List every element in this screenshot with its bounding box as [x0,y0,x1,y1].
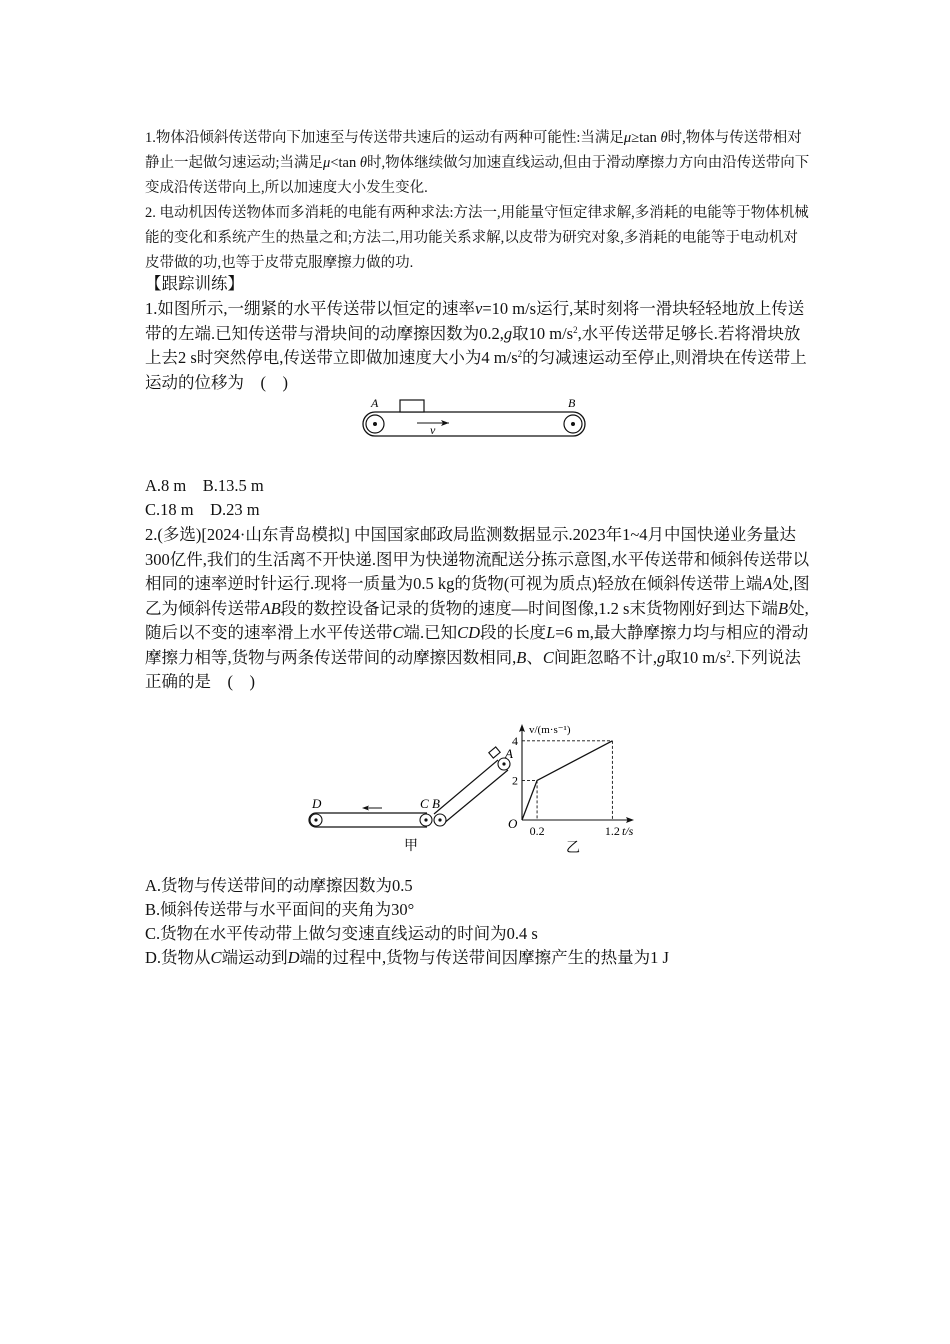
q1-text: ,水平传送带足够长.若将滑块放上去2 s时突然停电,传送带立即做加速度大小为4 m/s [145,323,801,367]
q2-var: A [762,574,773,593]
q2-var: B [777,598,789,618]
q2-option-B: B.倾斜传送带与水平面间的夹角为30° [145,900,415,919]
slider-block [400,400,424,412]
q1-options-row-2: C.18 m D.23 m [145,500,260,519]
vt-chart [508,724,634,856]
q1-superscript: 2 [573,324,578,335]
q2-text: 段的数控设备记录的货物的速度—时间图像,1.2 s末货物刚好到达下端 [280,598,778,618]
optD-var: C [210,948,222,967]
q2-superscript: 2 [726,648,731,659]
x-axis-label: t/s [622,824,634,838]
q2-var: CD [457,623,481,642]
q2-text: 取10 m/s [665,647,727,667]
q2-text: 端.已知 [403,623,458,642]
q2-var: C [542,647,554,667]
note1-text: <tan [330,155,360,171]
label-D: D [312,796,322,811]
note1-text: 1.物体沿倾斜传送带向下加速至与传送带共速后的运动有两种可能性:当满足 [145,130,624,146]
optD-var: D [287,948,300,967]
q2-text: 间距忽略不计, [553,647,657,667]
mu-symbol: μ [323,155,331,171]
y-tick-label: 4 [512,733,518,748]
theta-symbol: θ [359,155,367,171]
optD-text: 端的过程中,货物与传送带间因摩擦产生的热量为1 J [299,948,669,967]
question-2-stem [145,523,810,695]
label-A: A [505,746,513,761]
y-axis-label: v/(m·s⁻¹) [529,724,571,736]
x-tick-label: 1.2 [604,824,620,838]
note1-text: ≥tan [631,130,661,146]
figure-2 [300,718,650,863]
pulley-A-axle [502,762,505,765]
label-B: B [432,796,440,811]
label-B: B [568,396,576,410]
q2-var: AB [260,598,281,618]
q2-var: B [516,647,527,667]
q2-var: C [392,623,404,642]
q1-text: 的匀减速运动至停止,则滑块在传送带上运动的位移为 ( ) [145,348,807,392]
q2-text: .下列说法正确的是 ( ) [145,647,801,691]
q1-text: 取10 m/s [512,323,574,343]
left-pulley-axle [373,422,377,426]
incline-belt-bottom [443,770,508,824]
origin-label: O [508,816,518,831]
caption-yi: 乙 [566,841,580,856]
q2-text: 处,随后以不变的速率滑上水平传送带 [145,598,809,642]
q1-var-g: g [503,323,513,343]
optD-text: 端运动到 [221,948,288,967]
q2-option-A: A.货物与传送带间的动摩擦因数为0.5 [145,876,413,895]
q2-option-C: C.货物在水平传动带上做匀变速直线运动的时间为0.4 s [145,924,538,943]
x-tick-label: 0.2 [529,824,545,838]
q2-var: L [546,623,556,642]
q2-text: 2.(多选)[2024·山东青岛模拟] 中国国家邮政局监测数据显示.2023年1~4月中国快递业务量达300亿件,我们的生活离不开快递.图甲为快递物流配送分拣示意图,水平传送带和倾斜传送带以相同的速率逆时针运行.现将一质量为0.5 kg的货物(可视为质点)轻放在倾斜传送带上端 [145,525,810,593]
q1-options-row-1: A.8 m B.13.5 m [145,476,264,495]
figure-jia [309,746,513,854]
theta-symbol: θ [660,130,668,146]
note1-text: 时,物体与传送带相对静止一起做匀速运动;当满足 [145,130,802,171]
right-pulley-axle [571,422,575,426]
section-title: 【跟踪训练】 [145,274,244,293]
note1-text: 时,物体继续做匀加速直线运动,但由于滑动摩擦力方向由沿传送带向下变成沿传送带向上,所以加速度大小发生变化. [145,155,810,196]
q1-superscript: 2 [517,349,523,359]
y-tick-label: 2 [512,773,518,788]
pulley-B-axle [438,818,441,821]
method-note-2: 2. 电动机因传送物体而多消耗的电能有两种求法:方法一,用能量守恒定律求解,多消耗的电能等于物体机械能的变化和系统产生的热量之和;方法二,用功能关系求解,以皮带为研究对象,多消耗的电能等于电动机对皮带做的功,也等于皮带克服摩擦力做的功. [145,205,809,271]
cargo-box [489,747,500,758]
label-A: A [371,396,379,410]
q2-text: 处,图乙为倾斜传送带 [145,574,810,618]
q1-var-v: v [475,299,483,318]
method-note-1 [145,126,810,201]
conveyor-figure-1 [355,392,595,442]
label-C: C [420,796,429,811]
q2-option-D [145,946,669,970]
q2-text: 、 [526,647,543,667]
pulley-C-axle [424,818,427,821]
label-v: v [430,423,436,437]
q1-text: 1.如图所示,一绷紧的水平传送带以恒定的速率 [145,299,475,318]
q2-text: 段的长度 [480,623,547,642]
q2-text: =6 m,最大静摩擦力均与相应的滑动摩擦力相等,货物与两条传送带间的动摩擦因数相同, [145,623,809,667]
pulley-D-axle [314,818,317,821]
caption-jia: 甲 [404,839,418,854]
vt-series-line [522,741,612,820]
q1-text: =10 m/s运行,某时刻将一滑块轻轻地放上传送带的左端.已知传送带与滑块间的动摩擦因数为0.2, [145,299,805,343]
question-1-stem [145,297,810,395]
mu-symbol: μ [623,130,632,146]
optD-text: D.货物从 [145,948,211,967]
q2-var: g [656,647,666,667]
